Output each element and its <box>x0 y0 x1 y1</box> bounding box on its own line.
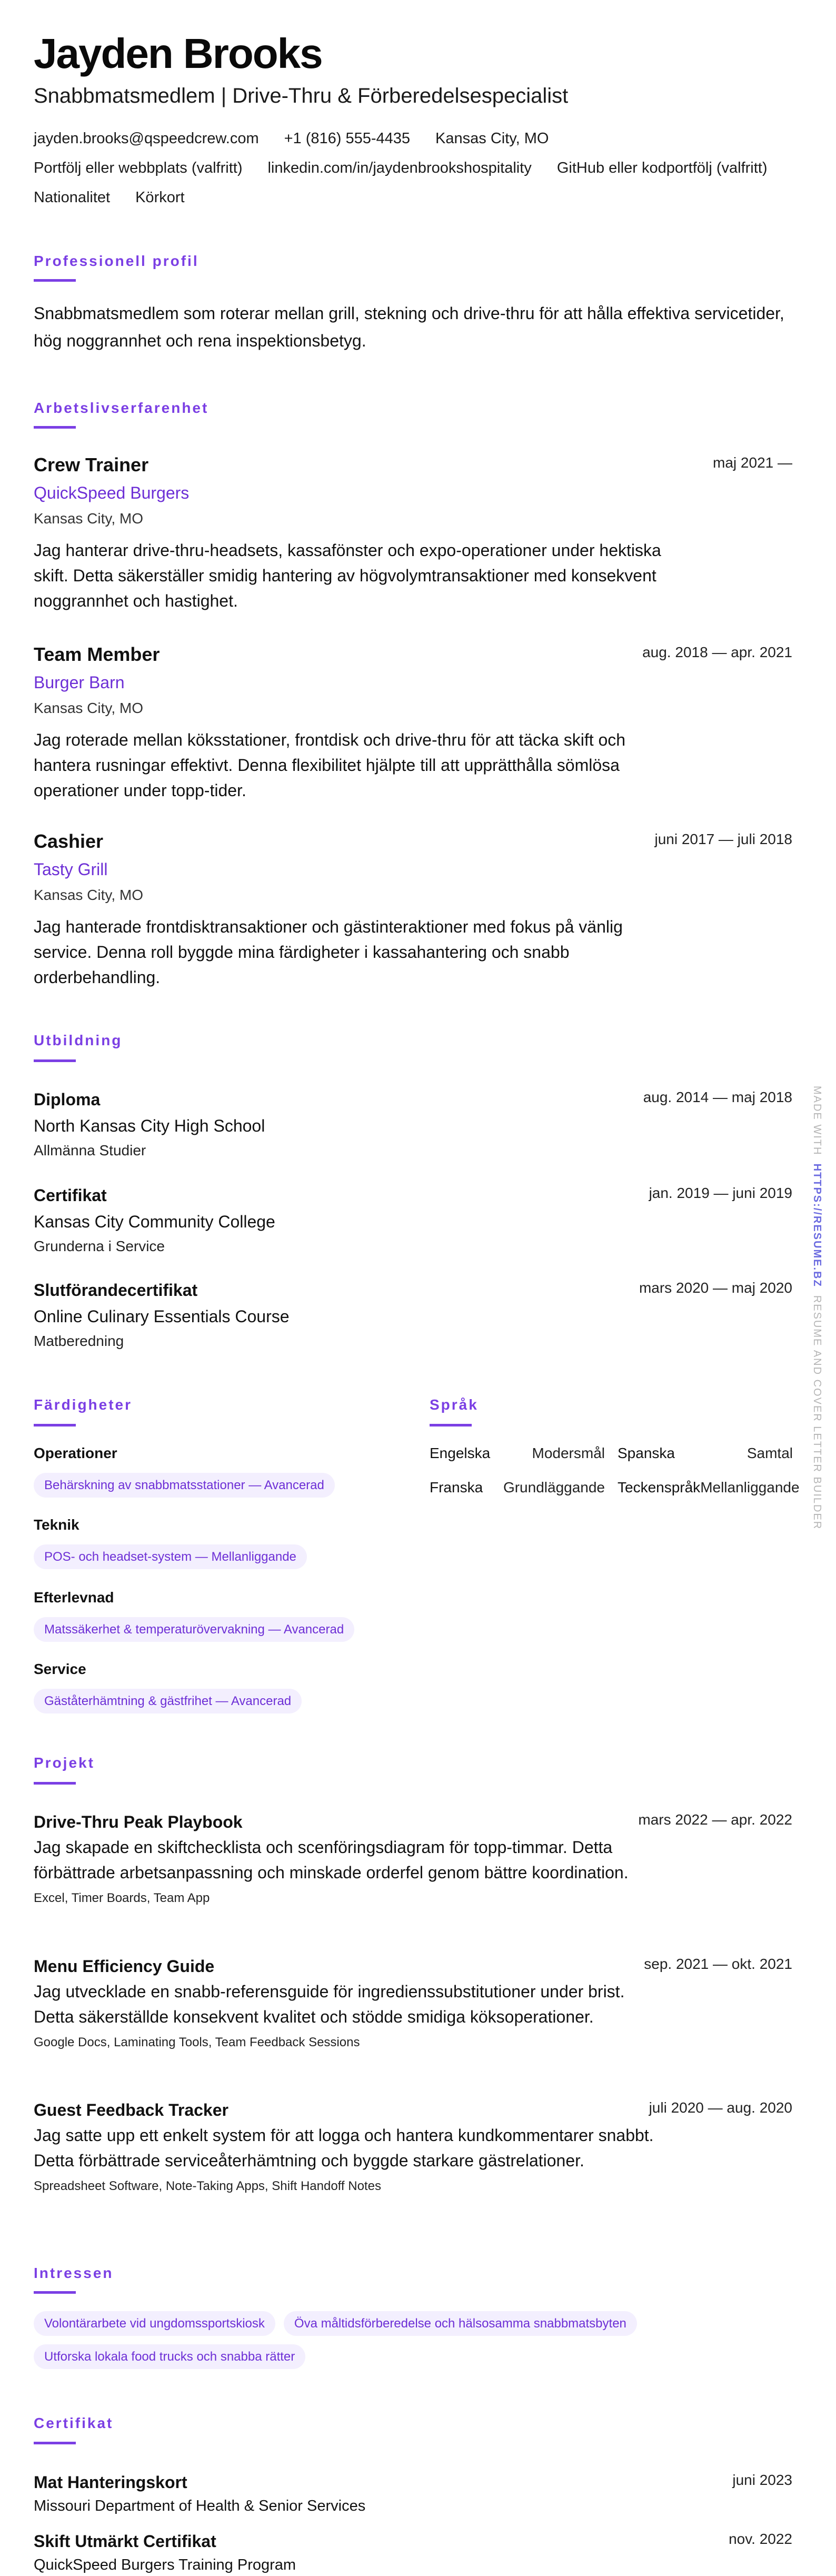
language-item <box>430 1477 605 1498</box>
nationality-text: Nationalitet <box>34 189 111 206</box>
experience-item <box>34 453 792 613</box>
project-tech: Google Docs, Laminating Tools, Team Feedback Sessions <box>34 2035 360 2049</box>
certificate-date: juni 2023 <box>732 2472 792 2488</box>
certificate-item <box>34 2530 792 2575</box>
certificate-title: Mat Hanteringskort <box>34 2473 187 2492</box>
project-tech: Spreadsheet Software, Note-Taking Apps, Shift Handoff Notes <box>34 2179 381 2193</box>
section-heading-interests: Intressen <box>34 2265 114 2281</box>
section-heading-skills: Färdigheter <box>34 1396 133 1413</box>
language-list <box>430 1443 800 1498</box>
made-with-watermark <box>811 1086 823 1530</box>
certificate-title: Skift Utmärkt Certifikat <box>34 2532 216 2551</box>
phone-link[interactable]: +1 (816) 555-4435 <box>284 130 411 147</box>
watermark-link[interactable]: HTTPS://RESUME.BZ <box>811 1163 823 1287</box>
certificate-issuer: Missouri Department of Health & Senior Services <box>34 2498 366 2514</box>
interest-chip: Utforska lokala food trucks och snabba rätter <box>34 2344 305 2369</box>
contact-row <box>34 183 808 212</box>
language-level: Mellanliggande <box>700 1479 800 1495</box>
project-title: Menu Efficiency Guide <box>34 1957 215 1976</box>
contact-row <box>34 124 808 153</box>
project-item <box>34 1810 792 1908</box>
skill-group <box>34 1514 307 1569</box>
project-description: Jag skapade en skiftchecklista och scenföringsdiagram för topp-timmar. Detta förbättrade arbetsanpassning och minskade orderfel genom bättre koordination. <box>34 1838 629 1882</box>
job-title: Crew Trainer <box>34 454 149 475</box>
language-item <box>618 1443 793 1464</box>
project-date: sep. 2021 — okt. 2021 <box>644 1956 792 1972</box>
watermark-suffix: RESUME AND COVER LETTER BUILDER <box>811 1295 823 1530</box>
skill-group <box>34 1587 354 1642</box>
education-school: North Kansas City High School <box>34 1116 265 1135</box>
section-heading-certificates: Certifikat <box>34 2415 114 2431</box>
skill-category: Teknik <box>34 1517 79 1533</box>
job-description: Jag hanterade frontdisktransaktioner och gästinteraktioner med fokus på vänlig service. Denna roll byggde mina färdigheter i kassahantering och snabb orderbehandling. <box>34 917 623 987</box>
skill-chip: POS- och headset-system — Mellanliggande <box>34 1544 307 1569</box>
skill-category: Efterlevnad <box>34 1589 114 1606</box>
job-location: Kansas City, MO <box>34 887 143 903</box>
heading-underline <box>34 279 76 282</box>
education-school: Kansas City Community College <box>34 1212 275 1231</box>
interest-chip: Öva måltidsförberedelse och hälsosamma snabbmatsbyten <box>284 2311 637 2336</box>
certificate-issuer: QuickSpeed Burgers Training Program <box>34 2557 296 2573</box>
job-location: Kansas City, MO <box>34 510 143 527</box>
heading-underline <box>34 1059 76 1062</box>
linkedin-link[interactable]: linkedin.com/in/jaydenbrookshospitality <box>267 160 532 176</box>
project-item <box>34 1955 792 2052</box>
email-link[interactable]: jayden.brooks@qspeedcrew.com <box>34 130 259 147</box>
candidate-subtitle: Snabbmatsmedlem | Drive-Thru & Förberedelsespecialist <box>34 84 569 107</box>
language-name: Franska <box>430 1479 483 1495</box>
heading-underline <box>34 1782 76 1785</box>
skill-group <box>34 1443 335 1498</box>
project-date: mars 2022 — apr. 2022 <box>638 1811 792 1828</box>
job-description: Jag roterade mellan köksstationer, frontdisk och drive-thru för att täcka skift och hantera rusningar effektivt. Denna flexibilitet hjälpte till att upprätthålla sömlösa operationer under topp-tider. <box>34 730 626 800</box>
project-tech: Excel, Timer Boards, Team App <box>34 1891 210 1905</box>
github-link[interactable]: GitHub eller kodportfölj (valfritt) <box>556 160 768 176</box>
profile-summary: Snabbmatsmedlem som roterar mellan grill, stekning och drive-thru för att hålla effektiva servicetider, hög noggrannhet och rena inspektionsbetyg. <box>34 304 784 350</box>
contact-row <box>34 153 808 183</box>
project-description: Jag satte upp ett enkelt system för att logga och hantera kundkommentarer snabbt. Detta förbättrade serviceåterhämtning och byggde starkare gästrelationer. <box>34 2126 654 2170</box>
section-heading-education: Utbildning <box>34 1032 123 1048</box>
job-date: maj 2021 — <box>713 454 792 471</box>
language-level: Modersmål <box>532 1445 605 1461</box>
education-degree: Certifikat <box>34 1186 107 1205</box>
language-name: Teckenspråk <box>618 1479 701 1495</box>
section-heading-projects: Projekt <box>34 1755 95 1771</box>
job-title: Cashier <box>34 830 104 852</box>
section-heading-experience: Arbetslivserfarenhet <box>34 400 209 416</box>
skill-group <box>34 1659 302 1713</box>
heading-underline <box>34 2291 76 2294</box>
section-heading-profile: Professionell profil <box>34 253 199 269</box>
skill-chip: Matssäkerhet & temperaturövervakning — Avancerad <box>34 1617 354 1642</box>
education-field: Matberedning <box>34 1333 124 1349</box>
language-item <box>618 1477 800 1498</box>
skill-chip: Behärskning av snabbmatsstationer — Avancerad <box>34 1473 335 1498</box>
certificate-date: nov. 2022 <box>729 2531 792 2547</box>
project-description: Jag utvecklade en snabb-referensguide för ingredienssubstitutioner under brist. Detta säkerställde konsekvent kvalitet och stödde smidiga köksoperationer. <box>34 1982 625 2026</box>
project-title: Guest Feedback Tracker <box>34 2101 228 2119</box>
watermark-prefix: MADE WITH <box>811 1086 823 1156</box>
interest-list <box>34 2311 792 2369</box>
education-date: aug. 2014 — maj 2018 <box>643 1089 792 1105</box>
education-date: mars 2020 — maj 2020 <box>639 1280 792 1296</box>
experience-item <box>34 643 792 803</box>
contact-info <box>34 124 808 212</box>
project-item <box>34 2098 792 2196</box>
job-company: Tasty Grill <box>34 860 108 879</box>
education-date: jan. 2019 — juni 2019 <box>649 1185 792 1201</box>
language-level: Samtal <box>747 1445 793 1461</box>
heading-underline <box>34 426 76 429</box>
language-level: Grundläggande <box>503 1479 605 1495</box>
education-item <box>34 1184 792 1257</box>
heading-underline <box>430 1424 472 1426</box>
language-name: Spanska <box>618 1445 675 1461</box>
experience-item <box>34 830 792 990</box>
location-text: Kansas City, MO <box>435 130 549 147</box>
heading-underline <box>34 1424 76 1426</box>
skill-chip: Gäståterhämtning & gästfrihet — Avancerad <box>34 1689 302 1713</box>
interest-chip: Volontärarbete vid ungdomssportskiosk <box>34 2311 275 2336</box>
job-company: QuickSpeed Burgers <box>34 483 190 502</box>
job-title: Team Member <box>34 643 160 665</box>
job-date: juni 2017 — juli 2018 <box>654 831 792 847</box>
job-date: aug. 2018 — apr. 2021 <box>642 644 792 660</box>
heading-underline <box>34 2442 76 2444</box>
certificate-item <box>34 2471 792 2516</box>
education-item <box>34 1088 792 1161</box>
section-heading-languages: Språk <box>430 1396 479 1413</box>
job-location: Kansas City, MO <box>34 700 143 716</box>
education-field: Allmänna Studier <box>34 1142 146 1158</box>
skill-category: Service <box>34 1661 86 1677</box>
education-item <box>34 1279 792 1352</box>
project-date: juli 2020 — aug. 2020 <box>649 2099 792 2116</box>
education-school: Online Culinary Essentials Course <box>34 1307 290 1326</box>
language-name: Engelska <box>430 1445 491 1461</box>
education-degree: Slutförandecertifikat <box>34 1281 198 1300</box>
job-description: Jag hanterar drive-thru-headsets, kassafönster och expo-operationer under hektiska skift. Detta säkerställer smidig hantering av högvolymtransaktioner med konsekvent noggrannhet och hastighet. <box>34 541 661 610</box>
candidate-name: Jayden Brooks <box>34 30 322 77</box>
education-degree: Diploma <box>34 1090 101 1109</box>
skill-category: Operationer <box>34 1445 117 1461</box>
education-field: Grunderna i Service <box>34 1238 165 1254</box>
project-title: Drive-Thru Peak Playbook <box>34 1812 243 1831</box>
portfolio-link[interactable]: Portfölj eller webbplats (valfritt) <box>34 160 243 176</box>
language-item <box>430 1443 605 1464</box>
job-company: Burger Barn <box>34 673 125 692</box>
license-text: Körkort <box>135 189 185 206</box>
